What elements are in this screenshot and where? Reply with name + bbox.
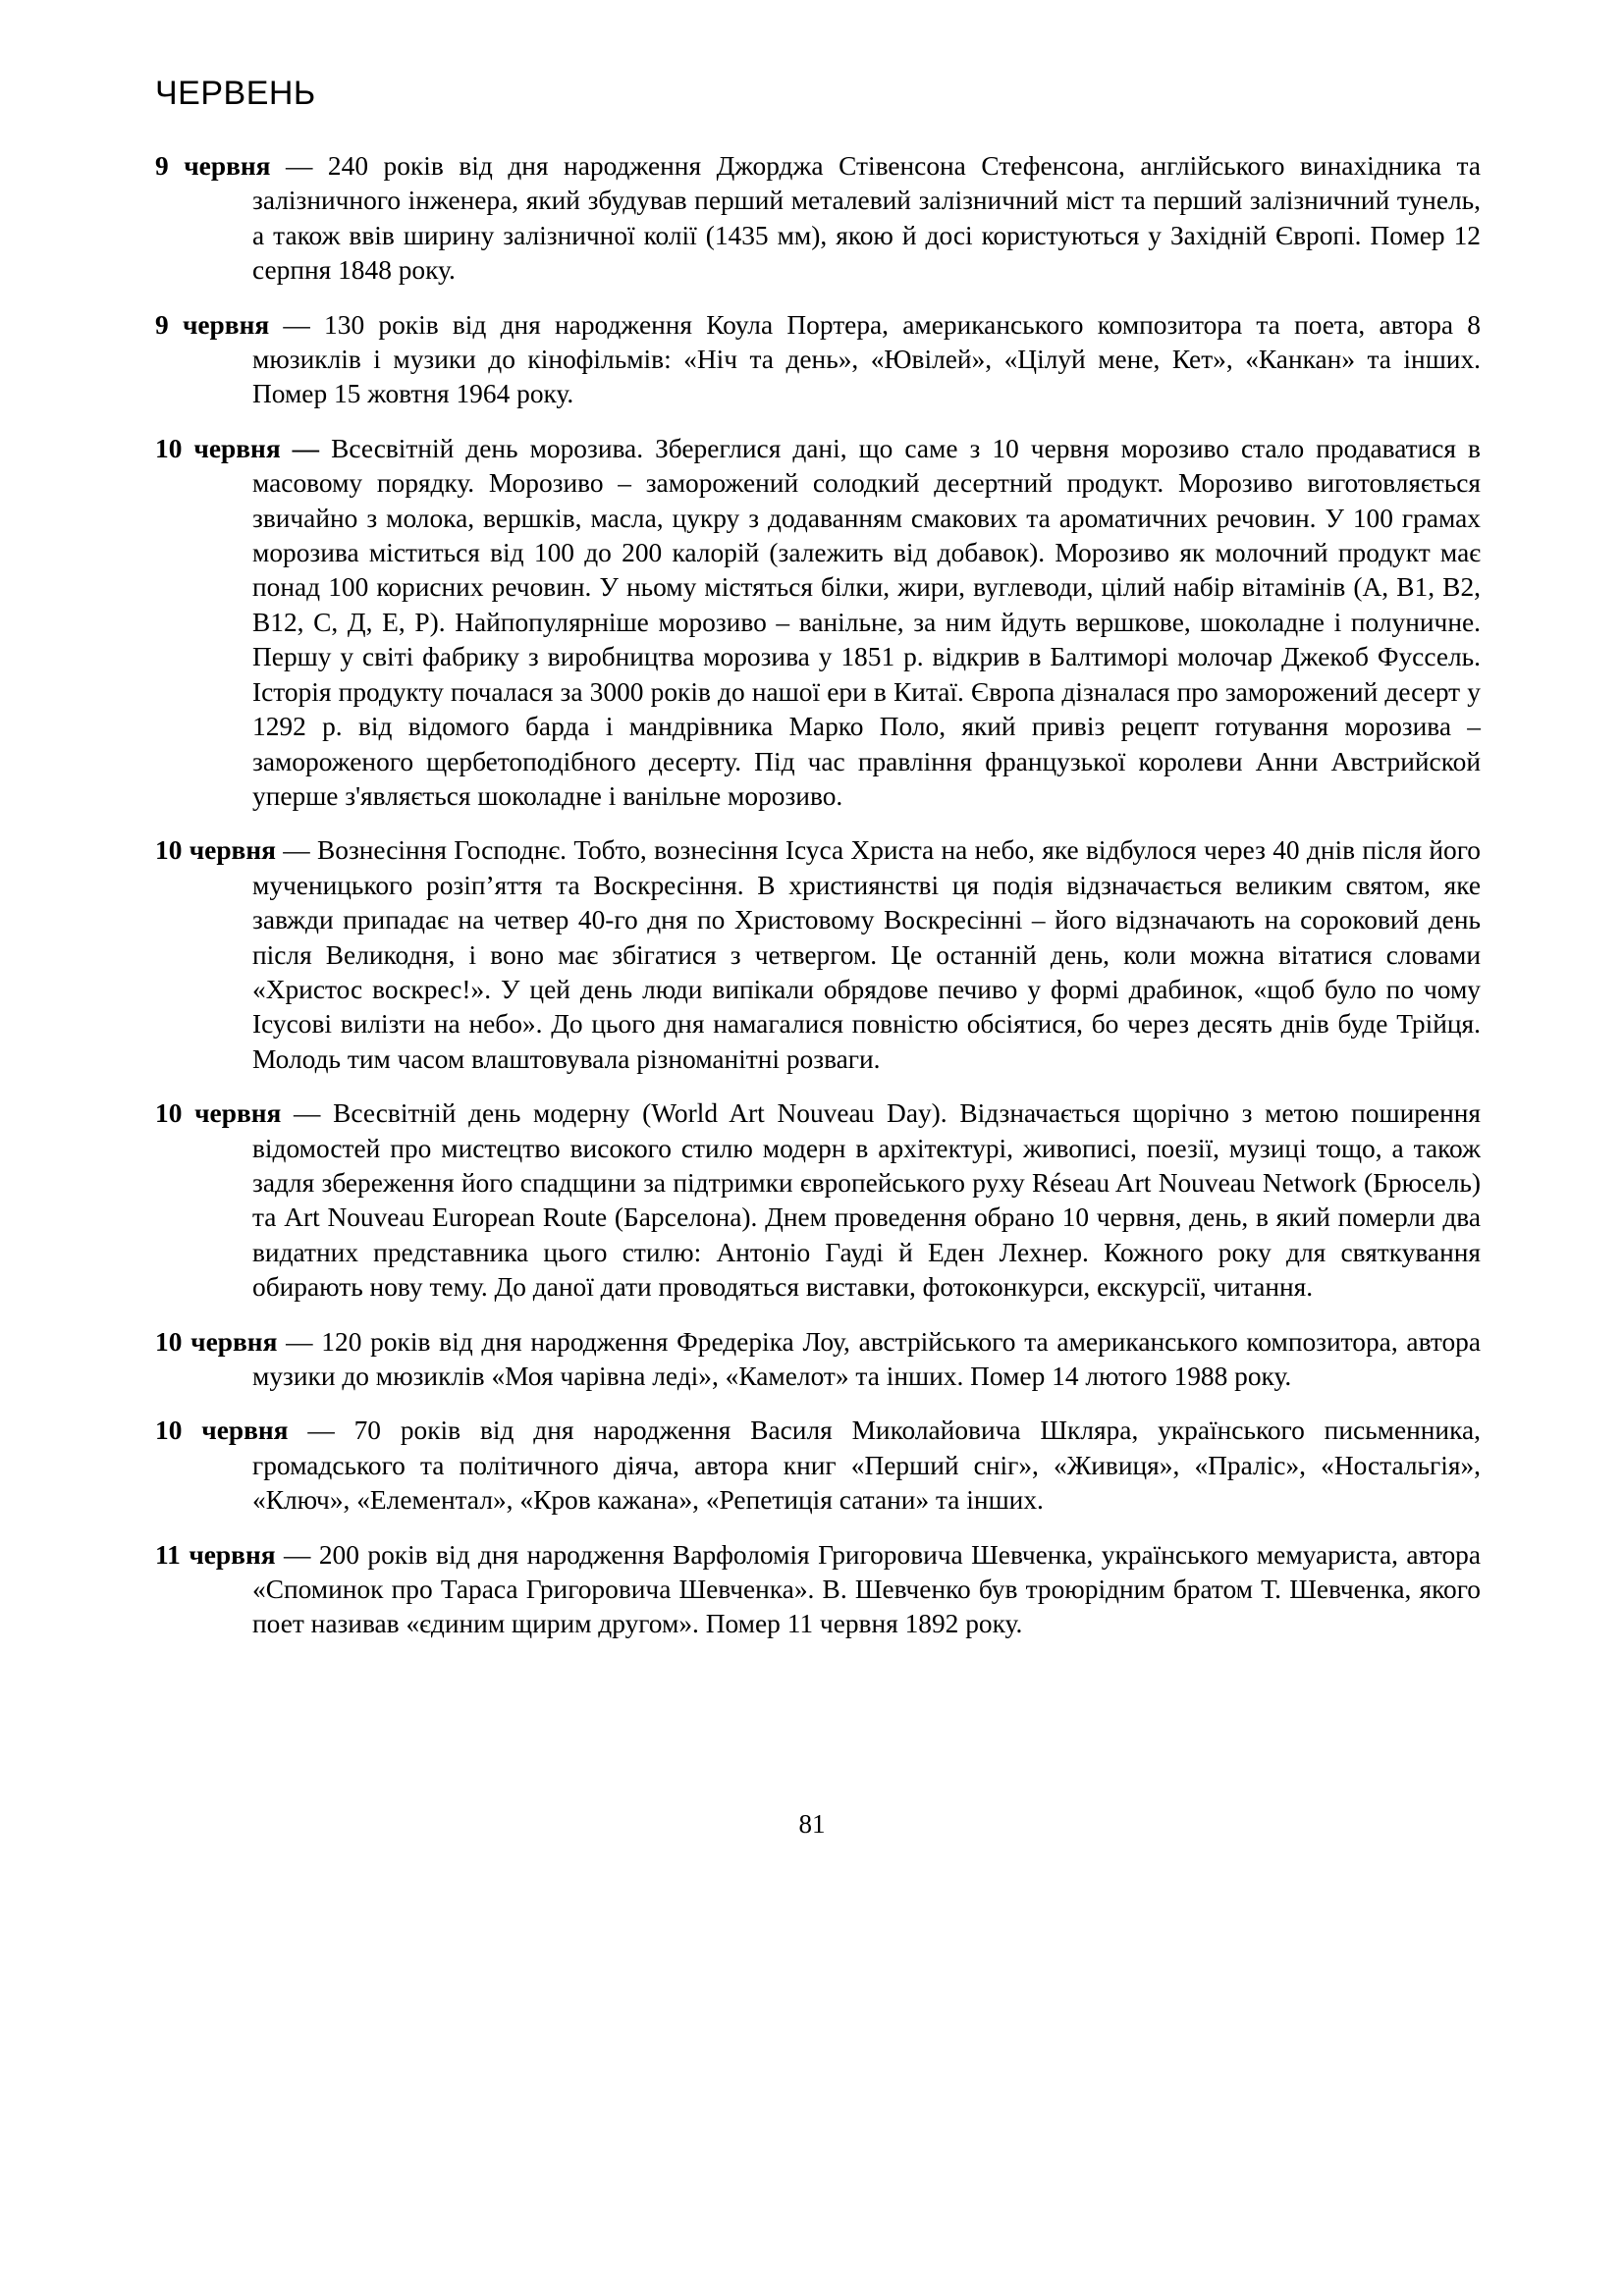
entries-list xyxy=(155,149,1481,1662)
entry-date: 10 червня xyxy=(155,1098,282,1129)
entry-date: 10 червня — xyxy=(155,433,320,463)
entry-date: 10 червня xyxy=(155,1326,278,1357)
entry-text: — Всесвітній день модерну (World Art Nouveau Day). Відзначається щорічно з метою поширення відомостей про мистецтво високого стилю модерн в архітектурі, живописі, поезії, музиці тощо, а також задля збереження його спадщини за підтримки європейського руху Réseau Art Nouveau Network (Брюсель) та Art Nouveau European Route (Барселона). Днем проведення обрано 10 червня, день, в який померли два видатних представника цього стилю: Антоніо Гауді й Еден Лехнер. Кожного року для святкування обирають нову тему. До даної дати проводяться виставки, фотоконкурси, екскурсії, читання. xyxy=(252,1098,1481,1303)
entry-date: 9 червня xyxy=(155,151,271,181)
entry-date: 9 червня xyxy=(155,309,270,340)
page-heading: ЧЕРВЕНЬ xyxy=(155,75,316,112)
entry-3 xyxy=(155,432,1481,814)
entry-6 xyxy=(155,1325,1481,1395)
entry-text: — Вознесіння Господнє. Тобто, вознесіння Ісуса Христа на небо, яке відбулося через 40 днів після його мученицького розіп’яття та Воскресіння. В християнстві ця подія відзначається великим святом, яке завжди припадає на четвер 40-го дня по Христовому Воскресінні – його відзначають на сороковий день після Великодня, і воно має збігатися з четвергом. Це останній день, коли можна вітатися словами «Христос воскрес!». У цей день люди випікали обрядове печиво у формі драбинок, «щоб було по чому Ісусові вилізти на небо». До цього дня намагалися повністю обсіятися, бо через десять днів буде Трійця. Молодь тим часом влаштовувала різноманітні розваги. xyxy=(252,835,1481,1074)
entry-text: Всесвітній день морозива. Збереглися дані, що саме з 10 червня морозиво стало продаватися в масовому порядку. Морозиво – заморожений солодкий десертний продукт. Морозиво виготовляється звичайно з молока, вершків, масла, цукру з додаванням смакових та ароматичних речовин. У 100 грамах морозива міститься від 100 до 200 калорій (залежить від добавок). Морозиво як молочний продукт має понад 100 корисних речовин. У ньому містяться білки, жири, вуглеводи, цілий набір вітамінів (А, В1, В2, В12, С, Д, Е, Р). Найпопулярніше морозиво – ванільне, за ним йдуть вершкове, шоколадне і полуничне. Першу у світі фабрику з виробництва морозива у 1851 р. відкрив в Балтиморі молочар Джекоб Фуссель. Історія продукту почалася за 3000 років до нашої ери в Китаї. Європа дізналася про заморожений десерт у 1292 р. від відомого барда і мандрівника Марко Поло, який привіз рецепт готування морозива – замороженого щербетоподібного десерту. Під час правління французької королеви Анни Австрийской уперше з'являється шоколадне і ванільне морозиво. xyxy=(252,433,1481,811)
entry-5 xyxy=(155,1096,1481,1305)
entry-date: 10 червня xyxy=(155,835,276,866)
entry-text: — 240 років від дня народження Джорджа Стівенсона Стефенсона, англійського винахідника та залізничного інженера, який збудував перший металевий залізничний міст та перший залізничний тунель, а також ввів ширину залізничної колії (1435 мм), якою й досі користуються у Західній Європі. Помер 12 серпня 1848 року. xyxy=(252,151,1482,286)
entry-text: — 70 років від дня народження Василя Миколайовича Шкляра, українського письменника, громадського та політичного діяча, автора книг «Перший сніг», «Живиця», «Праліс», «Ностальгія», «Ключ», «Елементал», «Кров кажана», «Репетиція сатани» та інших. xyxy=(252,1415,1481,1516)
entry-text: — 200 років від дня народження Варфоломія Григоровича Шевченка, українського мемуариста, автора «Споминок про Тараса Григоровича Шевченка». В. Шевченко був троюрідним братом Т. Шевченка, якого поет називав «єдиним щирим другом». Помер 11 червня 1892 року. xyxy=(252,1539,1481,1639)
page-number: 81 xyxy=(798,1809,826,1839)
entry-7 xyxy=(155,1414,1481,1518)
entry-date: 10 червня xyxy=(155,1415,289,1446)
entry-text: — 120 років від дня народження Фредеріка Лоу, австрійського та американського композитора, автора музики до мюзиклів «Моя чарівна леді», «Камелот» та інших. Помер 14 лютого 1988 року. xyxy=(252,1326,1481,1391)
entry-date: 11 червня xyxy=(155,1539,276,1570)
entry-4 xyxy=(155,833,1481,1077)
entry-text: — 130 років від дня народження Коула Портера, американського композитора та поета, автора 8 мюзиклів і музики до кінофільмів: «Ніч та день», «Ювілей», «Цілуй мене, Кет», «Канкан» та інших. Помер 15 жовтня 1964 року. xyxy=(252,309,1481,409)
entry-2 xyxy=(155,308,1481,412)
entry-1 xyxy=(155,149,1481,289)
entry-8 xyxy=(155,1538,1481,1642)
